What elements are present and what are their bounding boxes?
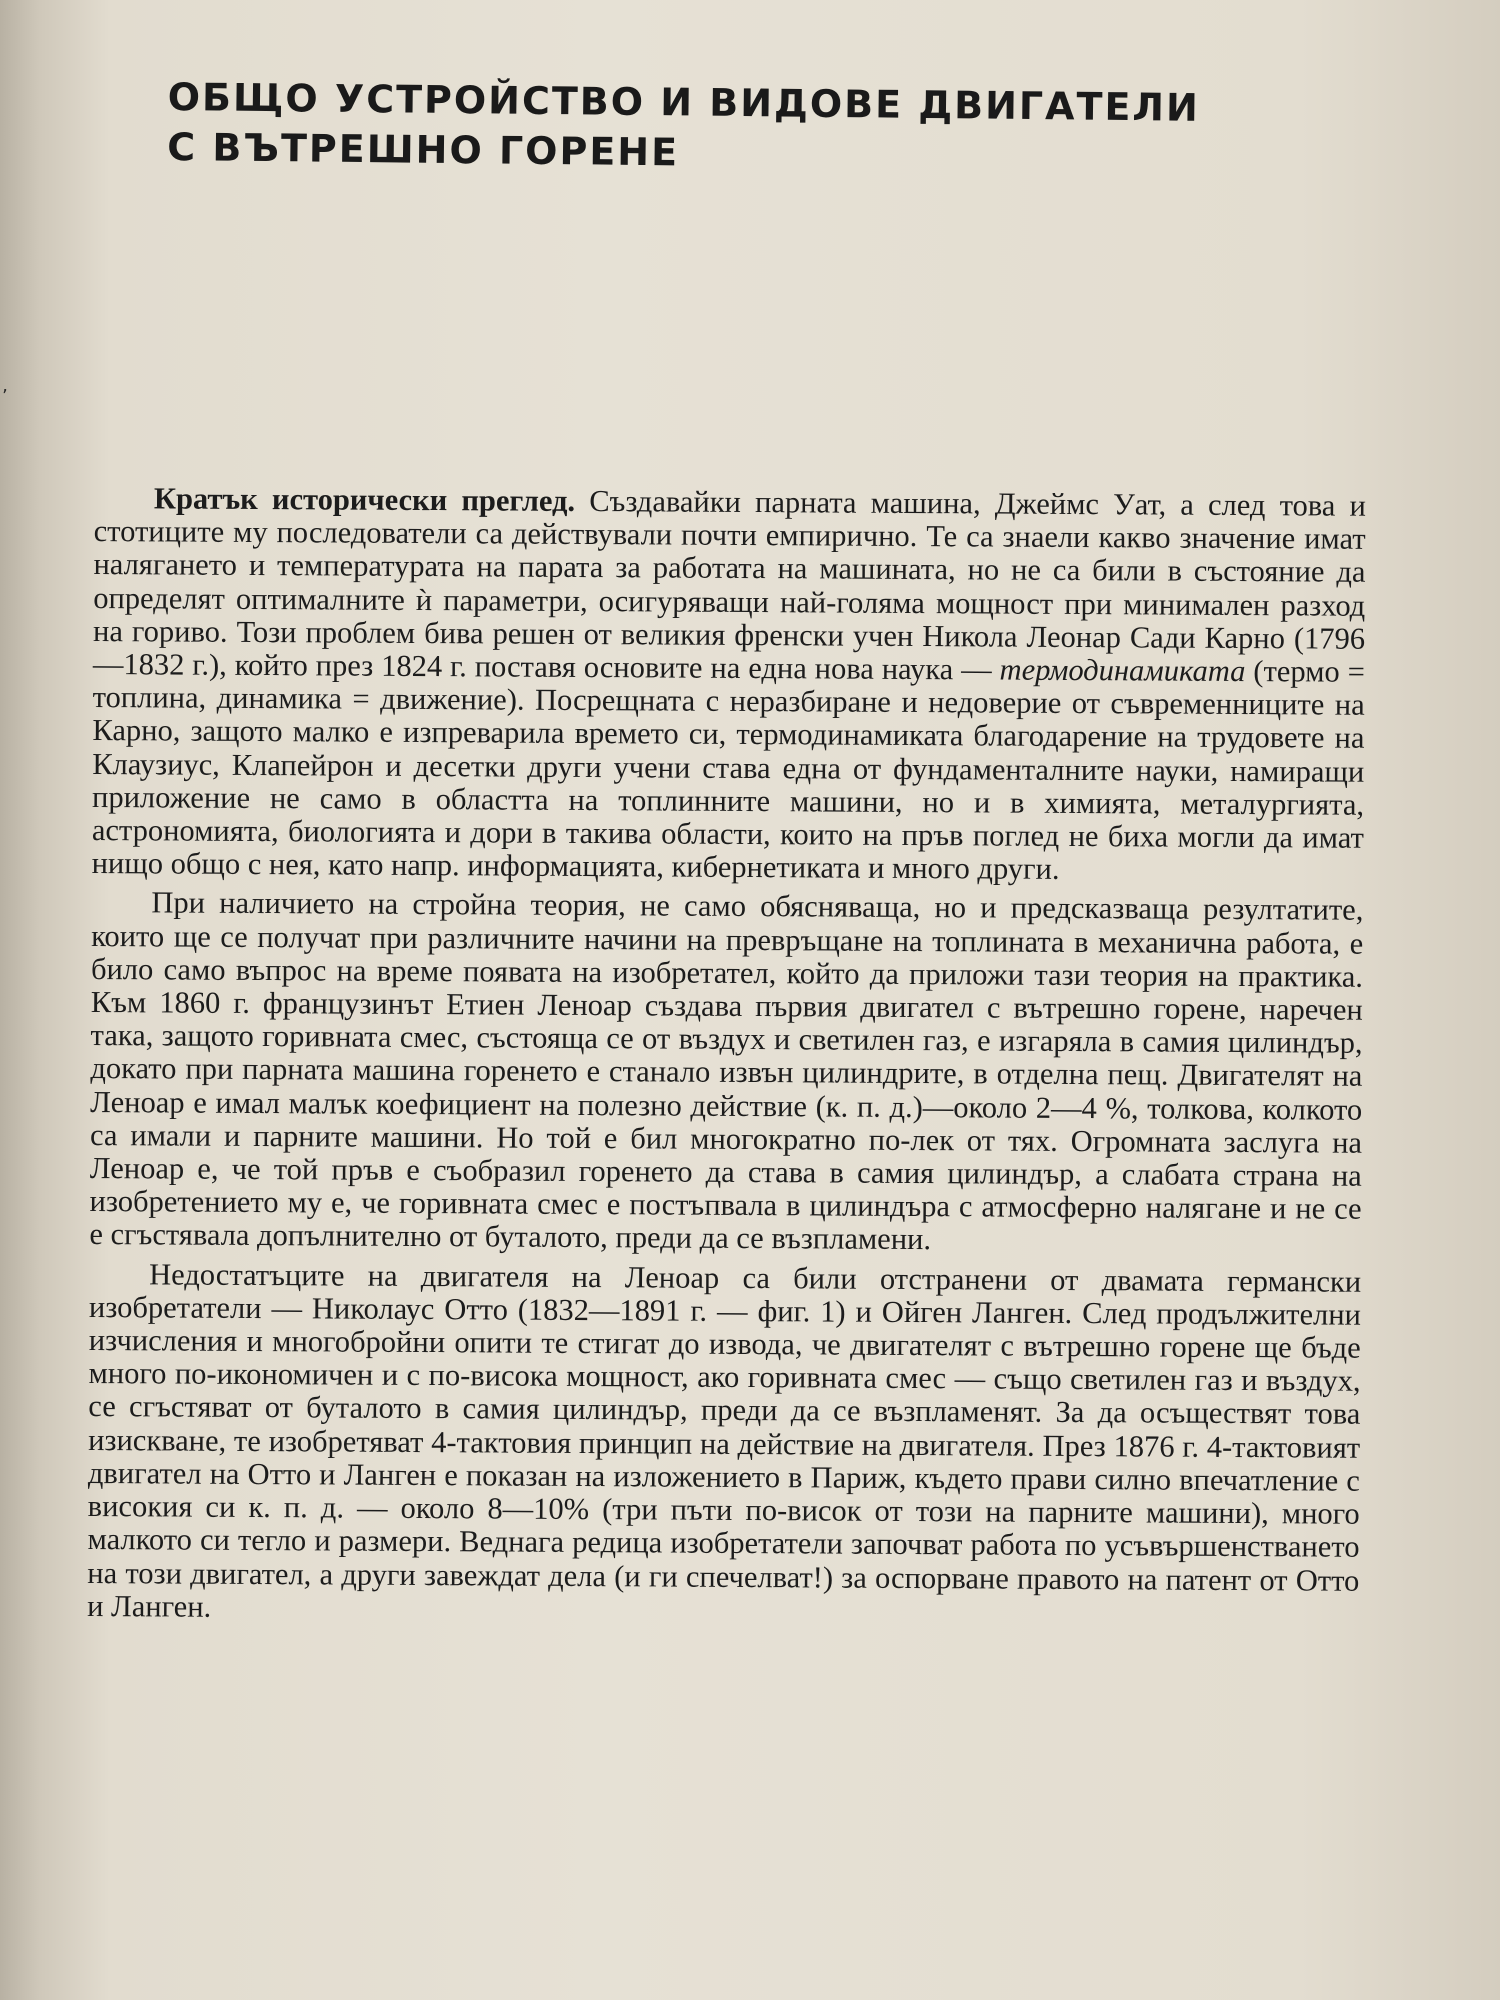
gutter-mark: ’ <box>2 386 8 407</box>
paragraph-lenoir: При наличието на стройна теория, не само обясняваща, но и предсказваща резултатите, които ще се получат при различните начини на превръщане на топлината в механична работа, е било само въпрос на време появата на изобретател, който да приложи тази теория на практика. Към 1860 г. французинът Етиен Леноар създава първия двигател с вътрешно горене, наречен така, защото горивната смес, състояща се от въздух и светилен газ, е изгаряла в самия цилиндър, докато при парната машина горенето е станало извън цилиндрите, в отделна пещ. Двигателят на Леноар е имал малък коефициент на полезно действие (к. п. д.)—около 2—4 %, толкова, колкото са имали и парните машини. Но той е бил многократно по-лек от тях. Огромната заслуга на Леноар е, че той пръв е съобразил горенето да става в самия цилиндър, а слабата страна на изобретението му е, че горивната смес е постъпвала в цилиндъра с атмосферно налягане и не се е сгъстявала допълнително от буталото, преди да се възпламени. <box>89 885 1364 1257</box>
term-thermodynamics: термодинамиката <box>999 652 1246 689</box>
paragraph-text: (термо = топлина, динамика = движение). Посрещната с неразбиране и недоверие от съвременниците на Карно, защото малко е изпреварила времето си, термодинамиката благодарение на трудовете на Клаузиус, Клапейрон и десетки други учени става една от фундаменталните науки, намиращи приложение не само в областта на топлинните машини, но и в химията, металургията, астрономията, биологията и дори в такива области, които на пръв поглед не биха могли да имат нищо общо с нея, като напр. информацията, кибернетиката и много други. <box>91 654 1365 887</box>
paragraph-text: Създавайки парната машина, Джеймс Уат, а след това и стотиците му последователи са действували почти емпирично. Те са знаели какво значение имат налягането и температурата на парата за работата на машината, но не са били в състояние да определят оптималните ѝ параметри, осигуряващи най-голяма мощност при минимален разход на гориво. Този проблем бива решен от великия френски учен Никола Леонар Сади Карно (1796—1832 г.), който през 1824 г. поставя основите на една нова наука — <box>92 483 1366 687</box>
paragraph-historical-overview <box>92 482 1366 888</box>
paragraph-otto-langen: Недостатъците на двигателя на Леноар са били отстранени от двамата германски изобретатели — Николаус Отто (1832—1891 г. — фиг. 1) и Ойген Ланген. След продължителни изчисления и многобройни опити те стигат до извода, че двигателят с вътрешно горене ще бъде много по-икономичен и с по-висока мощност, ако горивната смес — също светилен газ и въздух, се сгъстяват от буталото в самия цилиндър, преди да се възпламенят. За да осъществят това изискване, те изобретяват 4-тактовия принцип на действие на двигателя. През 1876 г. 4-тактовият двигател на Отто и Ланген е показан на изложението в Париж, където прави силно впечатление с високия си к. п. д. — около 8—10% (три пъти по-висок от този на парните машини), много малкото си тегло и размери. Веднага редица изобретатели започват работа по усъвършенстването на този двигател, а други завеждат дела (и ги спечелват!) за оспорване правото на патент от Отто и Ланген. <box>87 1257 1362 1624</box>
section-lead-heading: Кратък исторически преглед. <box>153 481 576 518</box>
chapter-title-line-2: С ВЪТРЕШНО ГОРЕНЕ <box>166 124 680 175</box>
chapter-title-line-1: ОБЩО УСТРОЙСТВО И ВИДОВЕ ДВИГАТЕЛИ <box>167 74 1201 130</box>
body-text <box>87 482 1366 1637</box>
chapter-title <box>166 72 1201 182</box>
